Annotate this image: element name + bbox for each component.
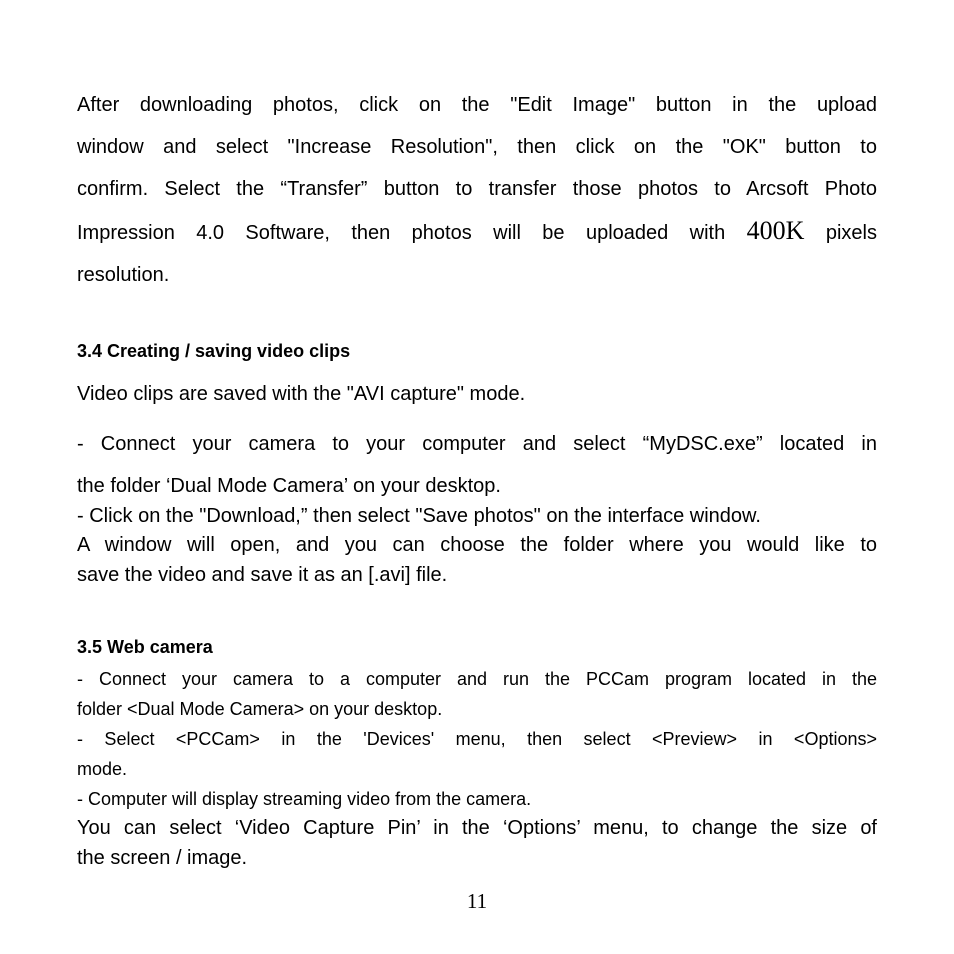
- section-3-4-para-1: Video clips are saved with the "AVI capture" mode.: [77, 383, 526, 405]
- section-3-5-para-2: [77, 724, 877, 784]
- section-3-5-para-4-line-1: You can select ‘Video Capture Pin’ in the ‘Options’ menu, to change the size of: [77, 817, 877, 839]
- section-3-4-heading: 3.4 Creating / saving video clips: [77, 341, 351, 361]
- section-3-4-para-4-line-2: save the video and save it as an [.avi] file.: [77, 564, 448, 586]
- section-3-4-para-3: - Click on the "Download,” then select "Save photos" on the interface window.: [77, 505, 761, 527]
- section-3-4-para-4-line-1: A window will open, and you can choose the folder where you would like to: [77, 534, 877, 556]
- section-3-4-para-2-line-2: the folder ‘Dual Mode Camera’ on your desktop.: [77, 475, 501, 497]
- section-3-4-para-4: [77, 530, 877, 590]
- intro-line-4: [77, 210, 877, 254]
- section-3-4-para-2-line-1: - Connect your camera to your computer and select “MyDSC.exe” located in: [77, 433, 877, 455]
- section-3-5-para-1: [77, 664, 877, 724]
- section-3-5-para-4-line-2: the screen / image.: [77, 847, 248, 869]
- section-3-5-para-4: [77, 813, 877, 873]
- resolution-value: 400K: [746, 216, 805, 245]
- section-3-5-heading: 3.5 Web camera: [77, 637, 213, 657]
- intro-line-4-end: pixels: [804, 222, 877, 244]
- section-3-4-para-2: [77, 423, 877, 507]
- intro-line-3: confirm. Select the “Transfer” button to transfer those photos to Arcsoft Photo: [77, 178, 877, 200]
- section-3-5-para-1-line-2: folder <Dual Mode Camera> on your desktop.: [77, 699, 443, 719]
- section-3-5-para-2-line-1: - Select <PCCam> in the 'Devices' menu, then select <Preview> in <Options>: [77, 729, 877, 749]
- section-3-5-para-1-line-1: - Connect your camera to a computer and run the PCCam program located in the: [77, 669, 877, 689]
- intro-line-5: resolution.: [77, 264, 170, 286]
- section-3-5-para-2-line-2: mode.: [77, 759, 128, 779]
- intro-paragraph: [77, 84, 877, 296]
- intro-line-1: After downloading photos, click on the "Edit Image" button in the upload: [77, 94, 877, 116]
- section-3-5-para-3: - Computer will display streaming video from the camera.: [77, 789, 532, 809]
- intro-line-2: window and select "Increase Resolution", then click on the "OK" button to: [77, 136, 877, 158]
- intro-line-4-start: Impression 4.0 Software, then photos will be uploaded with: [77, 222, 747, 244]
- page-number: 11: [466, 889, 488, 913]
